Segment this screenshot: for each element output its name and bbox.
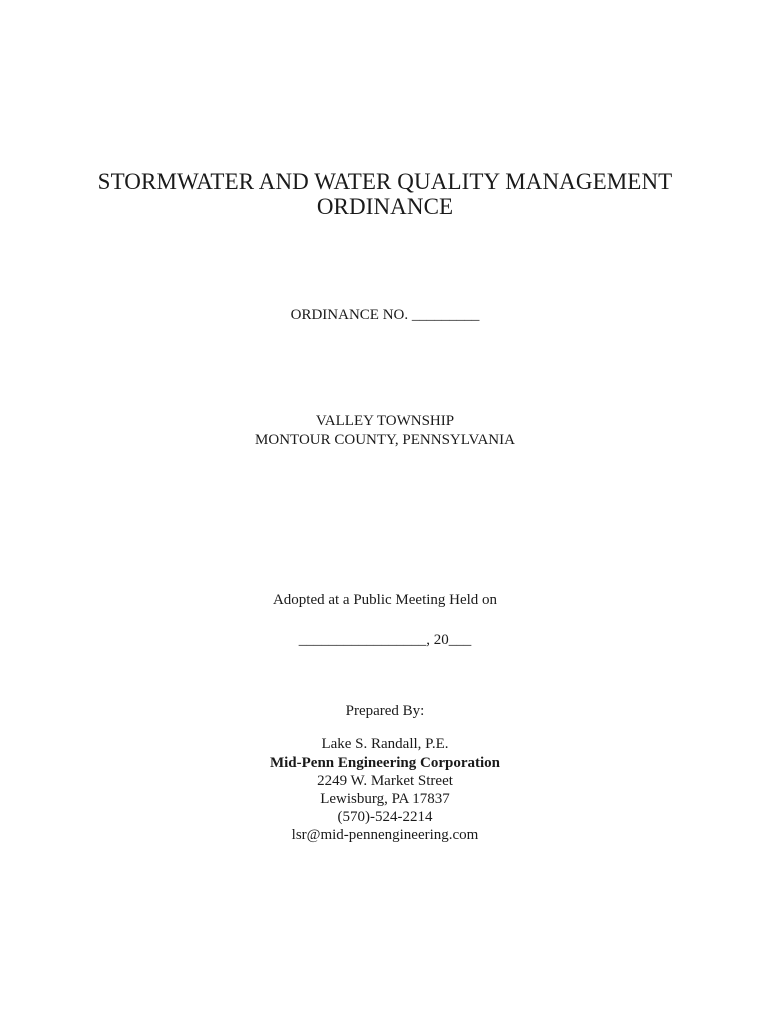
ordinance-number: ORDINANCE NO. _________ bbox=[290, 307, 480, 323]
document-title-line-2: ORDINANCE bbox=[316, 194, 454, 219]
document-title-line-1: STORMWATER AND WATER QUALITY MANAGEMENT bbox=[97, 169, 673, 194]
township-name: VALLEY TOWNSHIP bbox=[315, 413, 455, 429]
prepared-by-heading: Prepared By: bbox=[345, 703, 425, 719]
adoption-date-blank: _________________, 20___ bbox=[298, 632, 472, 648]
preparer-company: Mid-Penn Engineering Corporation bbox=[269, 755, 500, 771]
adoption-statement: Adopted at a Public Meeting Held on bbox=[272, 592, 498, 608]
preparer-name: Lake S. Randall, P.E. bbox=[321, 736, 449, 752]
preparer-street: 2249 W. Market Street bbox=[317, 773, 453, 789]
preparer-city-state-zip: Lewisburg, PA 17837 bbox=[320, 791, 450, 807]
preparer-phone: (570)-524-2214 bbox=[337, 809, 433, 825]
county-state: MONTOUR COUNTY, PENNSYLVANIA bbox=[255, 432, 515, 448]
preparer-email: lsr@mid-pennengineering.com bbox=[291, 827, 479, 843]
